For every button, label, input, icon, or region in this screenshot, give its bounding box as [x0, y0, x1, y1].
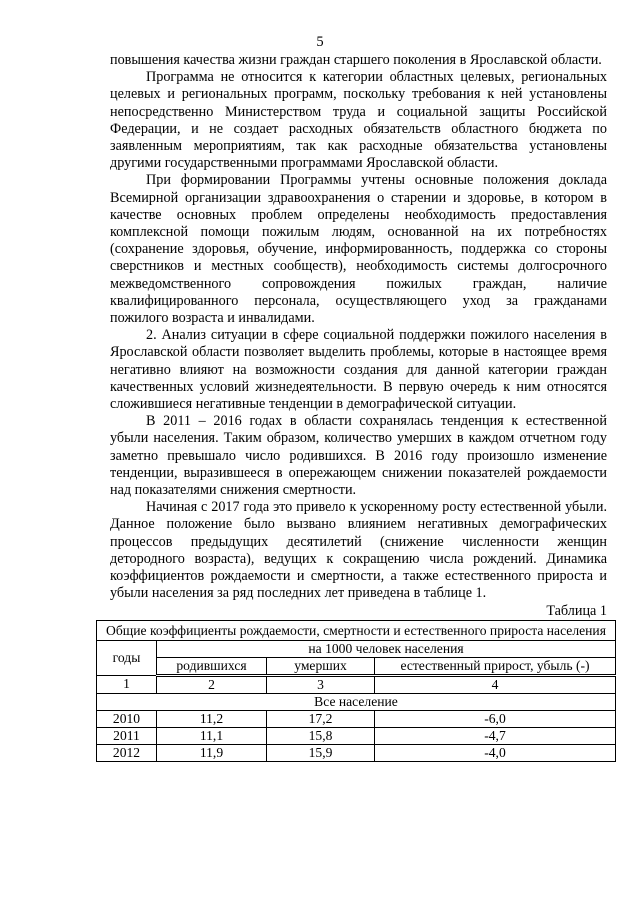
paragraph: В 2011 – 2016 годах в области сохранялась тенденция к естественной убыли населения. Таким образом, количество умерших в каждом отчетном году заметно превышало число родившихся. В 2016 году произошло изменение тенденции, выразившееся в опережающем снижении показателей рождаемости над показателями снижения смертности. [110, 413, 607, 499]
cell-births: 11,2 [157, 710, 267, 727]
table-row [97, 744, 616, 761]
cell-year: 2011 [97, 727, 157, 744]
cell-deaths: 15,8 [267, 727, 375, 744]
table-row [97, 727, 616, 744]
document-body [106, 52, 607, 762]
table-row [97, 710, 616, 727]
header-years: годы [97, 640, 157, 675]
cell-deaths: 15,9 [267, 744, 375, 761]
cell-deaths: 17,2 [267, 710, 375, 727]
paragraph: Программа не относится к категории областных целевых, региональных целевых и региональных программ, поскольку требования к ней установлены непосредственно Министерством труда и социальной защиты Российской Федерации, и не создает расходных обязательств областного бюджета по заявленным мероприятиям, так как расходные обязательства установлены другими государственными программами Ярославской области. [110, 69, 607, 172]
column-number: 4 [375, 675, 616, 693]
statistics-table [96, 620, 616, 762]
column-number: 1 [97, 675, 157, 693]
cell-growth: -6,0 [375, 710, 616, 727]
table-caption: Таблица 1 [546, 602, 607, 619]
header-group: на 1000 человек населения [157, 640, 616, 657]
column-number: 3 [267, 675, 375, 693]
cell-year: 2010 [97, 710, 157, 727]
paragraph: Начиная с 2017 года это привело к ускоренному росту естественной убыли. Данное положение было вызвано влиянием негативных демографических процессов предыдущих десятилетий (снижение численности женщин детородного возраста), ведущих к сокращению числа рождений. Динамика коэффициентов рождаемости и смертности, а также естественного прироста и убыли населения за ряд последних лет приведена в таблице 1. [110, 499, 607, 602]
column-number: 2 [157, 675, 267, 693]
cell-year: 2012 [97, 744, 157, 761]
table-title: Общие коэффициенты рождаемости, смертности и естественного прироста населения [97, 620, 616, 640]
header-deaths: умерших [267, 657, 375, 675]
paragraph: При формировании Программы учтены основные положения доклада Всемирной организации здравоохранения о старении и здоровье, в котором в качестве основных проблем определены необходимость предоставления комплексной помощи пожилым людям, основанной на их потребностях (сохранение здоровья, обучение, информированность, поддержка со стороны сверстников и местных сообществ), необходимость системы долгосрочного межведомственного сопровождения пожилых граждан, наличие квалифицированного персонала, осуществляющего уход за гражданами пожилого возраста и инвалидами. [110, 172, 607, 327]
paragraphs [110, 52, 607, 603]
paragraph: 2. Анализ ситуации в сфере социальной поддержки пожилого населения в Ярославской области позволяет выделить проблемы, которые в настоящее время негативно влияют на возможности создания для данной категории граждан качественных условий жизнедеятельности. В первую очередь к ним относятся сложившиеся негативные тенденции в демографической ситуации. [110, 327, 607, 413]
section-header: Все население [97, 693, 616, 710]
cell-births: 11,1 [157, 727, 267, 744]
cell-growth: -4,0 [375, 744, 616, 761]
paragraph: повышения качества жизни граждан старшего поколения в Ярославской области. [110, 52, 602, 68]
header-natural-growth: естественный прирост, убыль (-) [375, 657, 616, 675]
header-births: родившихся [157, 657, 267, 675]
cell-births: 11,9 [157, 744, 267, 761]
cell-growth: -4,7 [375, 727, 616, 744]
page-number: 5 [316, 34, 324, 50]
